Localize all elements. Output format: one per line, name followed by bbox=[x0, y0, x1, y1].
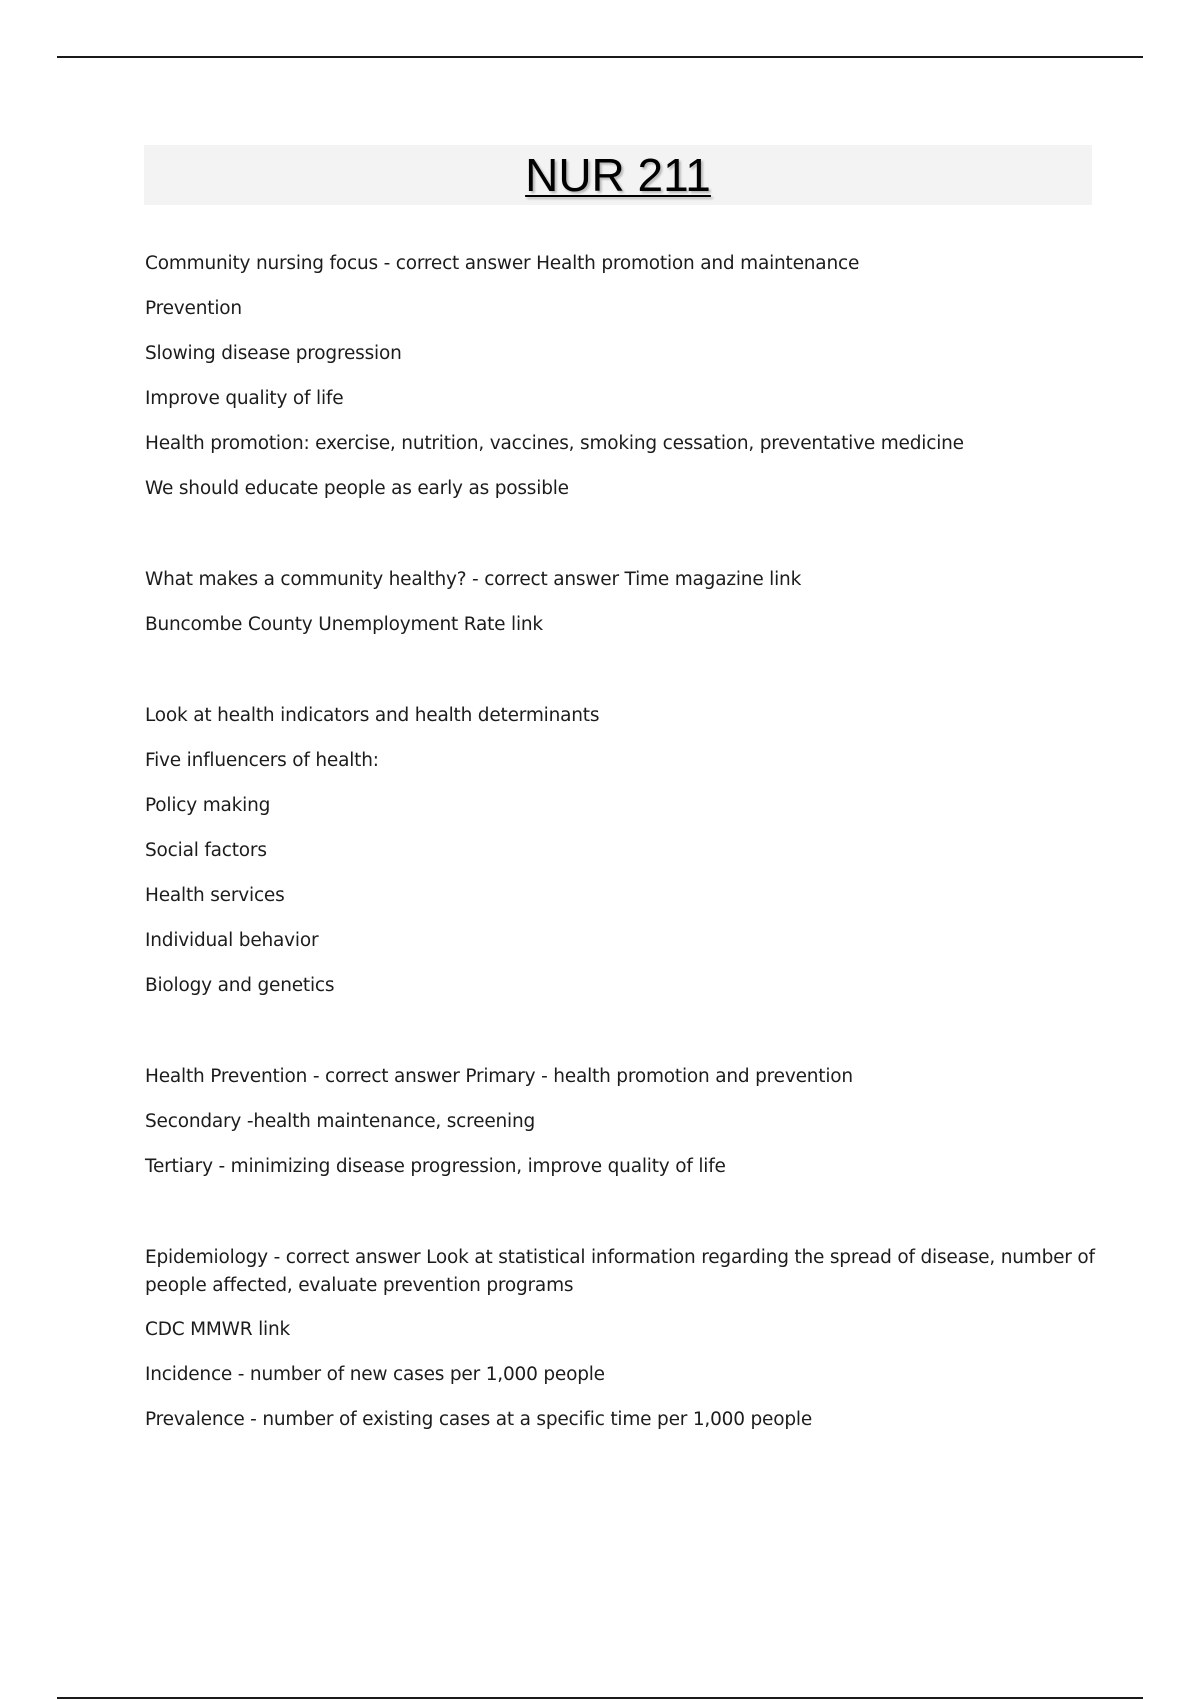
section-gap bbox=[145, 1198, 1095, 1244]
text-line: Health services bbox=[145, 885, 285, 906]
text-line: Health Prevention - correct answer Primary - health promotion and prevention bbox=[145, 1066, 853, 1087]
text-line: Prevalence - number of existing cases at a specific time per 1,000 people bbox=[145, 1409, 813, 1430]
section-healthy-community bbox=[145, 566, 1095, 639]
text-line: Secondary -health maintenance, screening bbox=[145, 1111, 536, 1132]
title-band bbox=[144, 145, 1092, 205]
section-health-prevention bbox=[145, 1063, 1095, 1181]
document-title: NUR 211 bbox=[525, 149, 711, 201]
text-line: Improve quality of life bbox=[145, 388, 344, 409]
text-line: Look at health indicators and health determinants bbox=[145, 705, 600, 726]
section-gap bbox=[145, 520, 1095, 566]
text-line: We should educate people as early as possible bbox=[145, 478, 569, 499]
text-line: Biology and genetics bbox=[145, 975, 335, 996]
text-line: Buncombe County Unemployment Rate link bbox=[145, 614, 543, 635]
text-line: Tertiary - minimizing disease progression, improve quality of life bbox=[145, 1156, 726, 1177]
text-line: Policy making bbox=[145, 795, 271, 816]
section-gap bbox=[145, 1017, 1095, 1063]
text-line: Social factors bbox=[145, 840, 267, 861]
text-line: CDC MMWR link bbox=[145, 1319, 291, 1340]
text-line: What makes a community healthy? - correct answer Time magazine link bbox=[145, 569, 802, 590]
document-body bbox=[145, 250, 1095, 1451]
text-line: Five influencers of health: bbox=[145, 750, 379, 771]
text-line: Individual behavior bbox=[145, 930, 319, 951]
text-line: Epidemiology - correct answer Look at statistical information regarding the spread of disease, number of people affected, evaluate prevention programs bbox=[145, 1247, 1095, 1296]
section-gap bbox=[145, 656, 1095, 702]
section-health-indicators bbox=[145, 702, 1095, 1000]
section-epidemiology bbox=[145, 1244, 1095, 1434]
text-line: Health promotion: exercise, nutrition, vaccines, smoking cessation, preventative medicine bbox=[145, 433, 964, 454]
text-line: Incidence - number of new cases per 1,000 people bbox=[145, 1364, 605, 1385]
top-rule bbox=[57, 56, 1143, 58]
text-line: Slowing disease progression bbox=[145, 343, 402, 364]
section-community-nursing-focus bbox=[145, 250, 1095, 503]
text-line: Community nursing focus - correct answer Health promotion and maintenance bbox=[145, 253, 860, 274]
bottom-rule bbox=[57, 1697, 1143, 1699]
text-line: Prevention bbox=[145, 298, 242, 319]
